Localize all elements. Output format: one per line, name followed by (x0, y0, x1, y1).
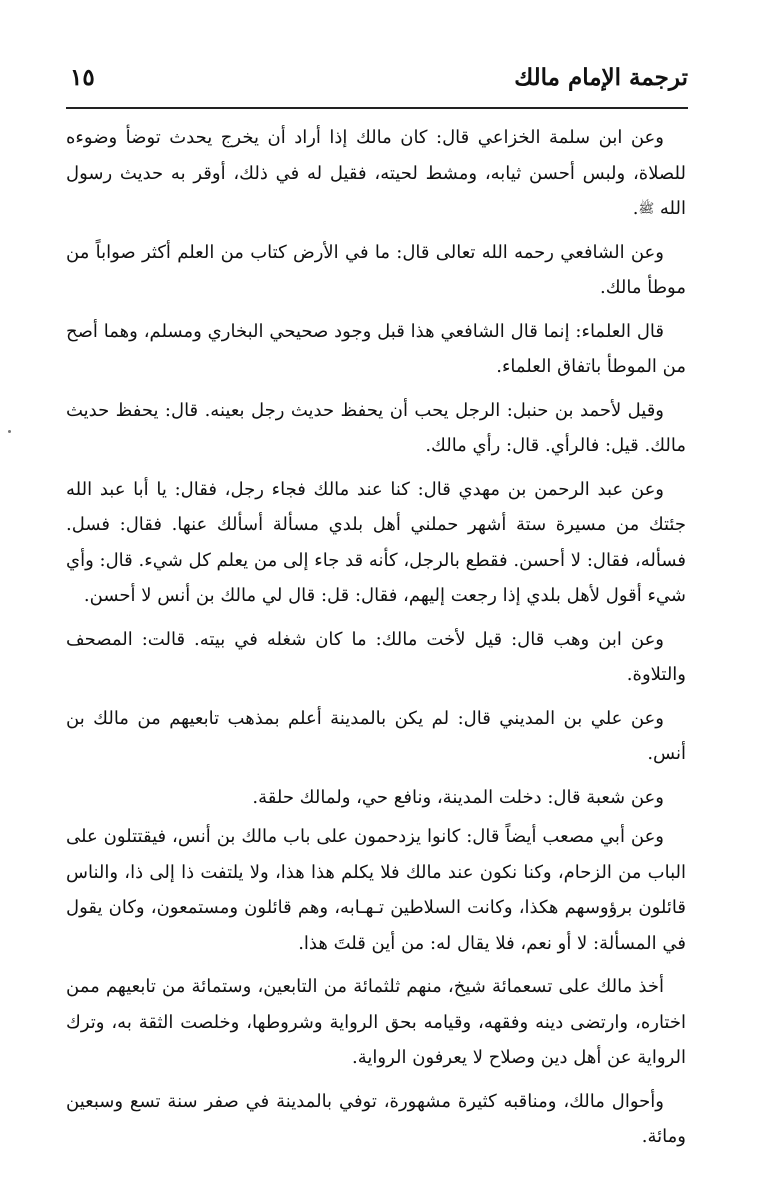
paragraph-ibn-salama: وعن ابن سلمة الخزاعي قال: كان مالك إذا أراد أن يخرج يحدث توضأ وضوءه للصلاة، ولبس أحسن ثيابه، ومشط لحيته، فقيل له في ذلك، أوقر به حديث رسول الله ﷺ. (66, 127, 686, 219)
paragraph-shafii: وعن الشافعي رحمه الله تعالى قال: ما في الأرض كتاب من العلم أكثر صواباً من موطأ مالك. (66, 241, 686, 299)
paragraph-ibn-mahdi: وعن عبد الرحمن بن مهدي قال: كنا عند مالك فجاء رجل، فقال: يا أبا عبد الله جئتك من مسيرة ستة أشهر حملني أهل بلدي مسألة أسألك عنها. فقال: فسل. فسأله، فقال: لا أحسن. فقطع بالرجل، كأنه قد جاء إلى من يعلم كل شيء. قال: وأي شيء أقول لأهل بلدي إذا رجعت إليهم، فقال: قل: قال لي مالك بن أنس لا أحسن. (66, 478, 686, 607)
paragraph-ulama: قال العلماء: إنما قال الشافعي هذا قبل وجود صحيحي البخاري ومسلم، وهما أصح من الموطأ باتفاق العلماء. (66, 320, 686, 378)
paragraph-ibn-madini: وعن علي بن المديني قال: لم يكن بالمدينة أعلم بمذهب تابعيهم من مالك بن أنس. (66, 707, 686, 765)
paragraph-abu-musab: وعن أبي مصعب أيضاً قال: كانوا يزدحمون على باب مالك بن أنس، فيقتتلون على الباب من الزحام، وكنا نكون عند مالك فلا يكلم هذا هذا، ولا يلتفت ذا إلى ذا، والناس قائلون برؤوسهم هكذا، وكانت السلاطين تـهـابه، وهم قائلون ومستمعون، وكان يقول في المسألة: لا أو نعم، فلا يقال له: من أين قلتَ هذا. (66, 826, 686, 954)
paragraph-text: وعن ابن سلمة الخزاعي قال: كان مالك إذا أراد أن يخرج يحدث توضأ وضوءه للصلاة، ولبس أحسن ثيابه، ومشط لحيته، فقيل له في ذلك، أوقر به حديث رسول الله (66, 127, 686, 219)
paragraph-shuba: وعن شعبة قال: دخلت المدينة، ونافع حي، ولمالك حلقة. (252, 786, 664, 808)
paragraph-teachers: أخذ مالك على تسعمائة شيخ، منهم ثلثمائة من التابعين، وستمائة من تابعيهم ممن اختاره، وارتضى دينه وفقهه، وقيامه بحق الرواية وشروطها، وخلصت الثقة به، وترك الرواية عن أهل دين وصلاح لا يعرفون الرواية. (66, 976, 686, 1069)
paragraph-death: وأحوال مالك، ومناقبه كثيرة مشهورة، توفي بالمدينة في صفر سنة تسع وسبعين ومائة. (66, 1090, 686, 1148)
paragraph-ibn-wahb: وعن ابن وهب قال: قيل لأخت مالك: ما كان شغله في بيته. قالت: المصحف والتلاوة. (66, 628, 686, 686)
page-body (66, 120, 686, 1163)
salawat-symbol: ﷺ (638, 201, 655, 217)
header-divider (66, 107, 688, 109)
running-title: ترجمة الإمام مالك (514, 64, 688, 91)
paragraph-ahmad: وقيل لأحمد بن حنبل: الرجل يحب أن يحفظ حديث رجل بعينه. قال: يحفظ حديث مالك. قيل: فالرأي. قال: رأي مالك. (66, 399, 686, 457)
page-header (66, 58, 688, 106)
page-number: ١٥ (70, 64, 95, 91)
margin-speck (8, 430, 11, 433)
